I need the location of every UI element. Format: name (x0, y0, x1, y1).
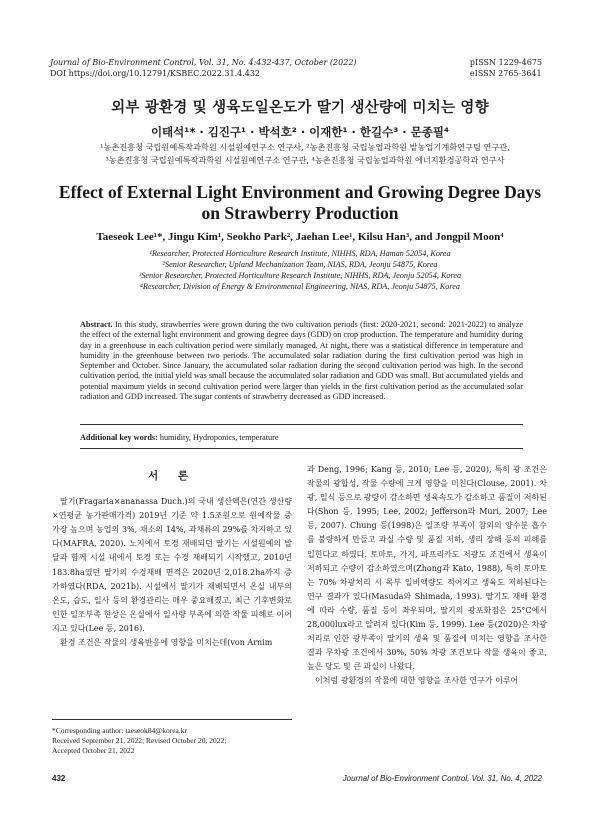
abstract-label: Abstract. (80, 320, 113, 329)
received-dates: Received September 21, 2022; Revised October 20, 2022; (52, 736, 227, 745)
korean-authors: 이태석¹* · 김진구¹ · 박석호² · 이재한¹ · 한길수³ · 문종필⁴ (150, 125, 450, 139)
accepted-date: Accepted October 21, 2022 (52, 746, 135, 755)
korean-affiliation-2: ³농촌진흥청 국립원예특작과학원 시설원예연구소 연구관, ⁴농촌진흥청 국립농업과학원 에너지환경공학과 연구사 (105, 155, 505, 165)
doi: DOI https://doi.org/10.12791/KSBEC.2022.31.4.432 (50, 69, 261, 78)
footer-journal: Journal of Bio-Environment Control, Vol. 31, No. 4, 2022 (342, 774, 542, 783)
divider (80, 448, 523, 449)
english-affiliation-2: ²Senior Researcher, Upland Mechanization Team, NIAS, RDA, Jeonju 54875, Korea (162, 260, 438, 269)
english-affiliation-1: ¹Researcher, Protected Horticulture Research Institute, NIHHS, RDA, Haman 52054, Korea (149, 249, 451, 258)
english-title (0, 182, 600, 224)
body-right-column (307, 463, 547, 689)
journal-citation: Journal of Bio-Environment Control, Vol. 31, No. 4:432-437, October (2022) (50, 58, 357, 67)
paragraph: 이처럼 광환경의 작물에 대한 영향을 조사한 연구가 이루어 (315, 676, 519, 686)
korean-affiliation-1: ¹농촌진흥청 국립원예특작과학원 시설원예연구소 연구사, ²농촌진흥청 국립농업과학원 밭농업기계화연구팀 연구관, (100, 142, 510, 152)
english-title-line-1: Effect of External Light Environment and Growing Degree Days (58, 182, 542, 202)
section-heading: 서 론 (148, 470, 196, 482)
corresponding-author: *Corresponding author: taeseok84@korea.kr (52, 726, 187, 735)
keywords-label: Additional key words: (80, 433, 158, 442)
abstract (80, 320, 523, 402)
eissn: eISSN 2765-3641 (469, 69, 542, 78)
keywords-text: humidity, Hydroponics, temperature (159, 433, 279, 442)
footnote-divider (52, 719, 292, 720)
keywords (80, 433, 278, 442)
paragraph: 딸기(Fragaria×ananassa Duch.)의 국내 생산액은(연간 생산량×연평균 농가판매가격) 2019년 기준 약 1.5조원으로 원예작물 중 가장 높으며 농업의 3%, 채소의 14%, 과채류의 29%를 차지하고 있다(MAFRA, 2020). 노지에서 토경 재배되던 딸기는 시설원예의 발달과 함께 시설 내에서 토경 또는 수경 재배되기 시작했고, 2010년 183.8ha였던 딸기의 수경재배 면적은 2020년 2,018.2ha까지 증가하였다(RDA, 2021b). 시설에서 딸기가 재배되면서 온실 내부의 온도, 습도, 일사 등의 환경관리는 매우 중요해졌고, 최근 기후변화로 인한 일조부족 현상은 온실에서 일사량 부족에 의한 작물 피해로 이어지고 있다(Lee 등, 2016). (52, 497, 292, 633)
paragraph: 환경 조건은 작물의 생육반응에 영향을 미치는데(von Arnim (60, 638, 273, 648)
body-left-column (52, 463, 292, 650)
page-number: 432 (52, 774, 66, 783)
korean-title: 외부 광환경 및 생육도일온도가 딸기 생산량에 미치는 영향 (111, 100, 489, 116)
paragraph: 과 Deng, 1996; Kang 등, 2010; Lee 등, 2020), 특히 광 조건은 작물의 광합성, 작물 수량에 크게 영향을 미친다(Clouse, 2001). 차광, 밀식 등으로 광량이 감소하면 생육속도가 감소하고 품질이 저하된다(Shon 등, 1995; Lee, 2002; Jefferson과 Muri, 2007; Lee 등, 2007). Chung 등(1998)은 일조량 부족이 참외의 양수분 흡수를 불량하게 만들고 과실 수량 및 품질 저하, 생리 장해 등의 피해를 입힌다고 하였다. 토마토, 가지, 파프리카도 저광도 조건에서 생육이 저하되고 수량이 감소하였으며(Zhong과 Kato, 1988), 특히 토마토는 70% 차광처리 시 목부 일비액량도 적어지고 생육도 저하된다는 연구 결과가 있다(Masuda와 Shimada, 1993). 딸기도 재배 환경에 따라 수량, 품질 등이 좌우되며, 딸기의 광포화점은 25°C에서 28,000lux라고 알려져 있다(Kim 등, 1999). Lee 등(2020)은 차광처리로 인한 광부족이 딸기의 생육 및 품질에 미치는 영향을 조사한 결과 무차광 조건에서 30%, 50% 차광 조건보다 작물 생육이 좋고, 높은 당도 및 큰 과실이 나왔다. (307, 465, 547, 672)
english-affiliation-3: ³Senior Researcher, Protected Horticulture Research Institute, NIHHS, RDA, Jeonju 52054, Korea (138, 271, 462, 280)
issn-block (470, 57, 542, 79)
abstract-text: In this study, strawberries were grown during the two cultivation periods (first: 2020-2021, second: 2021-2022) to analyze the effect of the external light environment and growing degree days (GDD) on crop production. The temperature and humidity during day in a greenhouse in each cultivation period were similarly managed. At night, there was a statistical difference in temperature and humidity in the greenhouse between two periods. The accumulated solar radiation during the first cultivation period was high in September and October. Since January, the accumulated solar radiation during the second cultivation period was high. In the second cultivation period, the initial yield was small because the accumulated solar radiation and GDD was small. But accumulated yields and potential maximum yields in second cultivation period were larger than yields in the first cultivation period as the accumulated solar radiation and GDD increased. The sugar contents of strawberry decreased as GDD increased. (80, 320, 523, 402)
journal-header (50, 57, 357, 79)
divider (80, 424, 523, 425)
english-authors: Taeseok Lee¹*, Jingu Kim¹, Seokho Park², Jaehan Lee¹, Kilsu Han³, and Jongpil Moon⁴ (96, 231, 504, 243)
english-title-line-2: on Strawberry Production (201, 203, 399, 223)
english-affiliation-4: ⁴Researcher, Division of Energy & Environmental Engineering, NIAS, RDA, Jeonju 54875, Korea (140, 282, 460, 291)
pissn: pISSN 1229-4675 (469, 58, 542, 67)
